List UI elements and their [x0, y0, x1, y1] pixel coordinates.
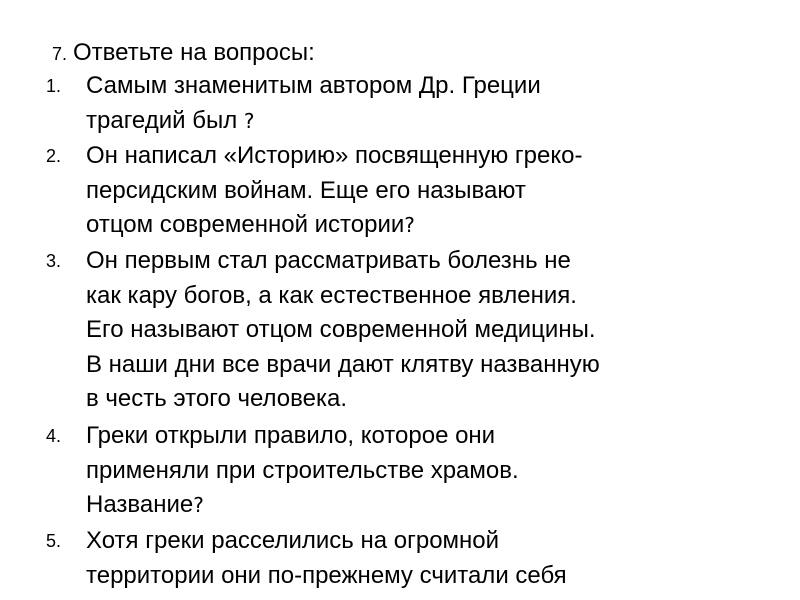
list-item-text	[86, 139, 726, 243]
heading-text: Ответьте на вопросы:	[73, 39, 315, 66]
text-line: отцом современной истории?	[86, 211, 415, 239]
list-marker: 4.	[46, 426, 62, 446]
list-marker: 3.	[46, 251, 62, 271]
text-line: Его называют отцом современной медицины.	[86, 316, 596, 344]
heading-number: 7.	[52, 44, 68, 64]
list-item-text	[86, 524, 726, 593]
question-mark: ?	[243, 108, 255, 133]
page-title	[52, 36, 315, 71]
text-line: персидским войнам. Еще его называют	[86, 176, 526, 204]
list-item-text	[86, 69, 726, 138]
text-line: применяли при строительстве храмов.	[86, 456, 519, 484]
list-marker: 5.	[46, 531, 62, 551]
text-line: Название?	[86, 491, 204, 519]
text-line: в честь этого человека.	[86, 385, 348, 413]
question-mark: ?	[404, 213, 415, 238]
text-line: Он написал «Историю» посвященную греко-	[86, 142, 583, 169]
text-line: территории они по-прежнему считали себя	[86, 561, 567, 589]
text-line: Греки открыли правило, которое они	[86, 422, 496, 449]
list-item-text	[86, 419, 726, 523]
list-marker: 1.	[46, 76, 62, 96]
text-line: как кару богов, а как естественное явления.	[86, 281, 577, 309]
list-marker: 2.	[46, 146, 62, 166]
text-line: В наши дни все врачи дают клятву названную	[86, 350, 600, 378]
text-line: Самым знаменитым автором Др. Греции	[86, 72, 541, 99]
text-line: Хотя греки расселились на огромной	[86, 527, 500, 554]
question-mark: ?	[193, 493, 204, 518]
text-line: трагедий был ?	[86, 106, 255, 134]
list-item-text	[86, 244, 726, 417]
text-line: Он первым стал рассматривать болезнь не	[86, 247, 571, 274]
